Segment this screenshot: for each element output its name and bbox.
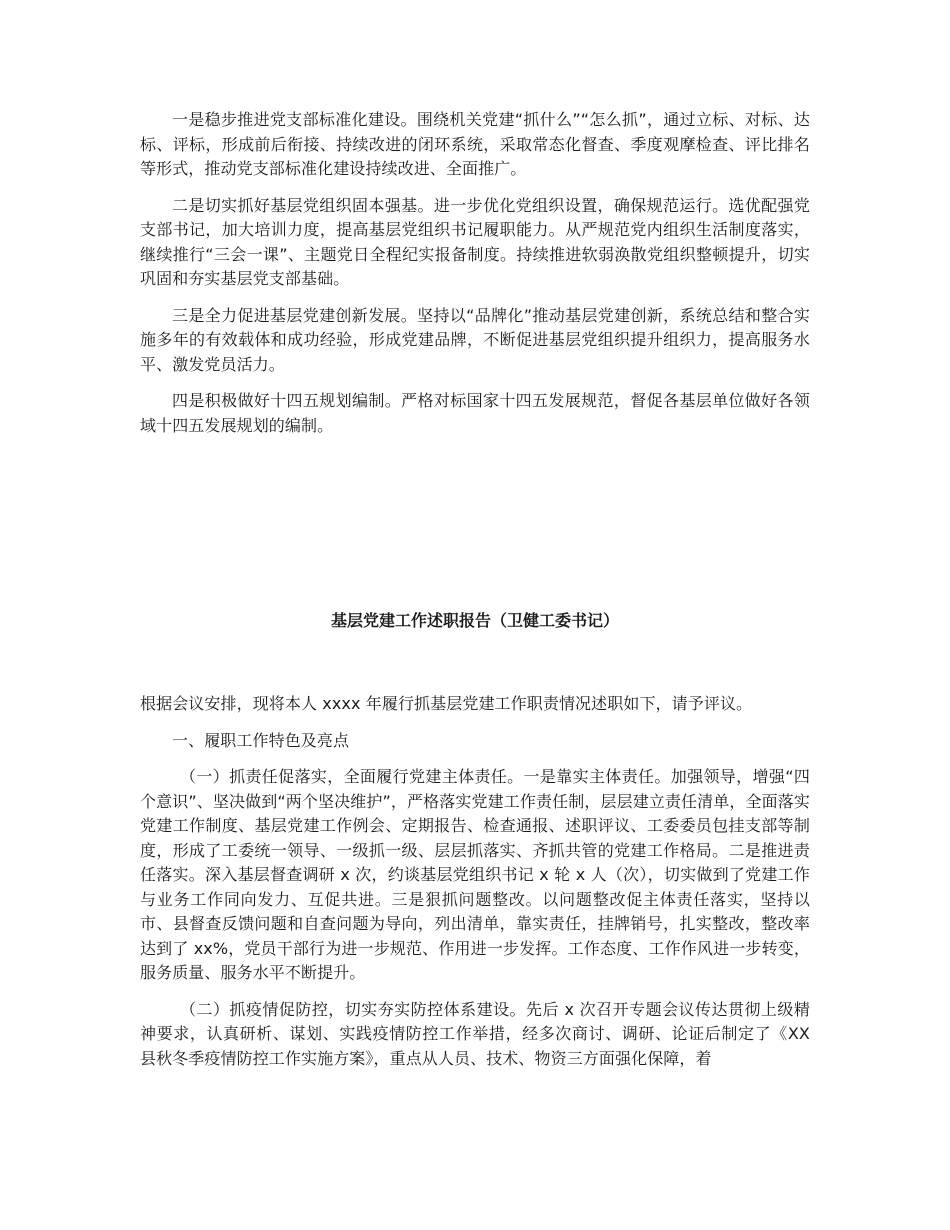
report-body <box>140 692 810 1071</box>
section1-body <box>140 108 810 438</box>
paragraph-2: 二是切实抓好基层党组织固本强基。进一步优化党组织设置，确保规范运行。选优配强党支部书记，加大培训力度，提高基层党组织书记履职能力。从严规范党内组织生活制度落实，继续推行“三会一课”、主题党日全程纪实报备制度。持续推进软弱涣散党组织整顿提升，切实巩固和夯实基层党支部基础。 <box>140 195 810 288</box>
paragraph-1: 一是稳步推进党支部标准化建设。围绕机关党建“抓什么”“怎么抓”，通过立标、对标、达标、评标，形成前后衔接、持续改进的闭环系统，采取常态化督查、季度观摩检查、评比排名等形式，推动党支部标准化建设持续改进、全面推广。 <box>140 110 810 178</box>
report-title: 基层党建工作述职报告（卫健工委书记） <box>330 611 619 630</box>
report-intro: 根据会议安排，现将本人 xxxx 年履行抓基层党建工作职责情况述职如下，请予评议。 <box>140 694 753 713</box>
report-item-1: （一）抓责任促落实，全面履行党建主体责任。一是靠实主体责任。加强领导，增强“四个意识”、坚决做到“两个坚决维护”，严格落实党建工作责任制，层层建立责任清单，全面落实党建工作制度、基层党建工作例会、定期报告、检查通报、述职评议、工委委员包挂支部等制度，形成了工委统一领导、一级抓一级、层层抓落实、齐抓共管的党建工作格局。二是推进责任落实。深入基层督查调研 x 次，约谈基层党组织书记 x 轮 x 人（次），切实做到了党建工作与业务工作同向发力、互促共进。三是狠抓问题整改。以问题整改促主体责任落实，坚持以市、县督查反馈问题和自查问题为导向，列出清单，靠实责任，挂牌销号，扎实整改，整改率达到了 xx%，党员干部行为进一步规范、作用进一步发挥。工作态度、工作作风进一步转变，服务质量、服务水平不断提升。 <box>140 767 810 982</box>
paragraph-4: 四是积极做好十四五规划编制。严格对标国家十四五发展规范，督促各基层单位做好各领域十四五发展规划的编制。 <box>140 391 810 435</box>
paragraph-3: 三是全力促进基层党建创新发展。坚持以“品牌化”推动基层党建创新，系统总结和整合实施多年的有效载体和成功经验，形成党建品牌，不断促进基层党组织提升组织力，提高服务水平、激发党员活力。 <box>140 305 810 374</box>
section-heading: 一、履职工作特色及亮点 <box>172 730 350 750</box>
report-item-2: （二）抓疫情促防控，切实夯实防控体系建设。先后 x 次召开专题会议传达贯彻上级精神要求，认真研析、谋划、实践疫情防控工作举措，经多次商讨、调研、论证后制定了《XX 县秋冬季疫情防控工作实施方案》，重点从人员、技术、物资三方面强化保障，着 <box>140 999 810 1068</box>
